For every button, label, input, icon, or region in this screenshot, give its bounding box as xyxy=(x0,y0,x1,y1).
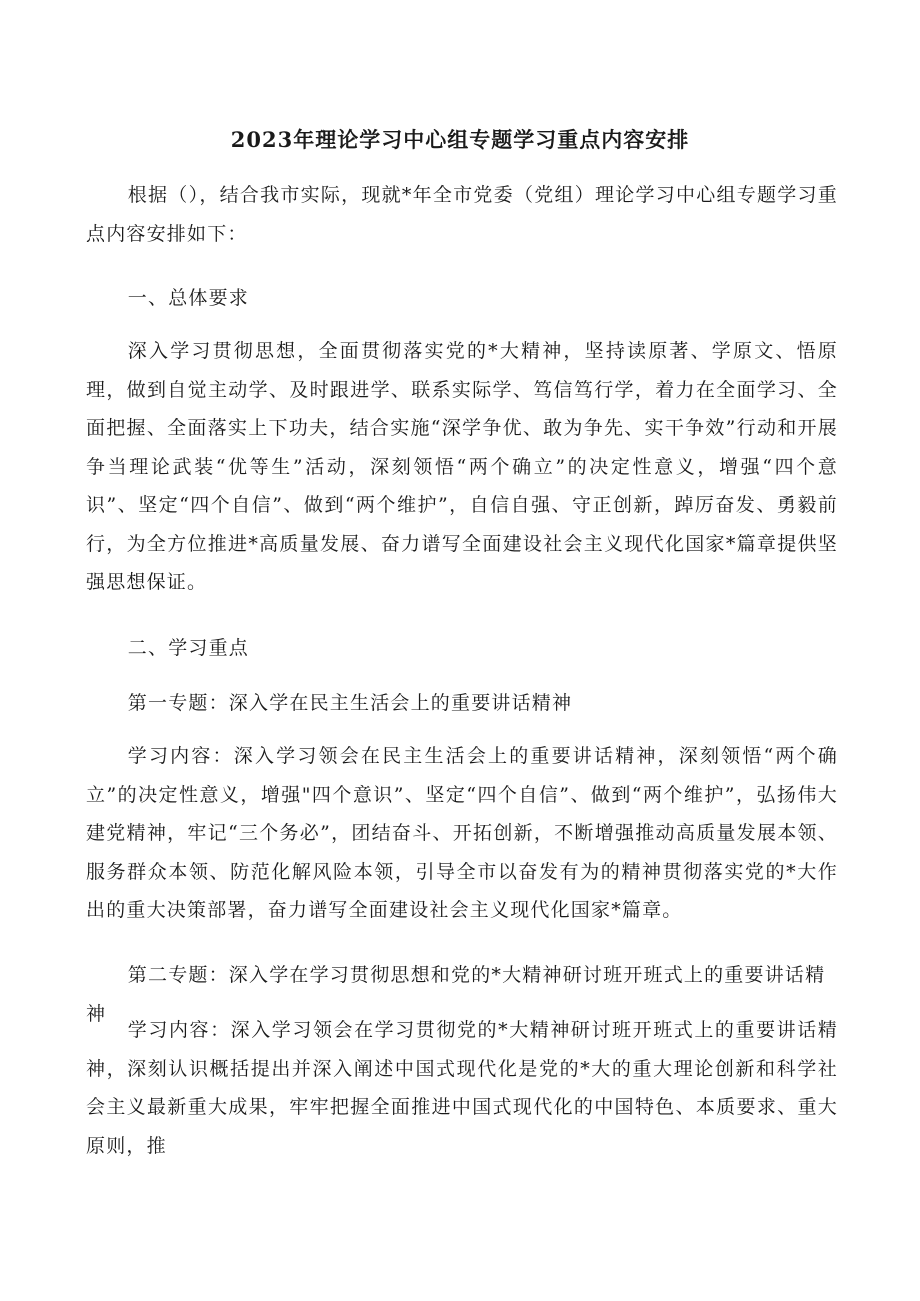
document-title: 2023年理论学习中心组专题学习重点内容安排 xyxy=(230,127,690,152)
topic-body-1: 学习内容：深入学习领会在民主生活会上的重要讲话精神，深刻领悟“两个确立”的决定性意义，增强"四个意识”、坚定“四个自信”、做到“两个维护”，弘扬伟大建党精神，牢记“三个务必”，团结奋斗、开拓创新，不断增强推动高质量发展本领、服务群众本领、防范化解风险本领，引导全市以奋发有为的精神贯彻落实党的*大作出的重大决策部署，奋力谱写全面建设社会主义现代化国家*篇章。 xyxy=(86,745,838,921)
topic-heading-1: 第一专题：深入学在民主生活会上的重要讲话精神 xyxy=(127,692,573,714)
section-heading-study-focus: 二、学习重点 xyxy=(127,637,249,659)
section-body-overall-requirements: 深入学习贯彻思想，全面贯彻落实党的*大精神，坚持读原著、学原文、悟原理，做到自觉主动学、及时跟进学、联系实际学、笃信笃行学，着力在全面学习、全面把握、全面落实上下功夫，结合实施“深学争优、敢为争先、实干争效”行动和开展争当理论武装“优等生”活动，深刻领悟“两个确立”的决定性意义，增强“四个意识”、坚定“四个自信”、做到“两个维护”，自信自强、守正创新，踔厉奋发、勇毅前行，为全方位推进*高质量发展、奋力谱写全面建设社会主义现代化国家*篇章提供坚强思想保证。 xyxy=(86,340,838,593)
topic-body-2: 学习内容：深入学习领会在学习贯彻党的*大精神研讨班开班式上的重要讲话精神，深刻认识概括提出并深入阐述中国式现代化是党的*大的重大理论创新和科学社会主义最新重大成果，牢牢把握全面推进中国式现代化的中国特色、本质要求、重大原则，推 xyxy=(86,1019,838,1157)
intro-paragraph: 根据（），结合我市实际，现就*年全市党委（党组）理论学习中心组专题学习重点内容安排如下： xyxy=(86,184,838,245)
section-heading-overall-requirements: 一、总体要求 xyxy=(127,287,249,309)
topic-heading-2: 第二专题：深入学在学习贯彻思想和党的*大精神研讨班开班式上的重要讲话精神 xyxy=(86,964,826,1025)
